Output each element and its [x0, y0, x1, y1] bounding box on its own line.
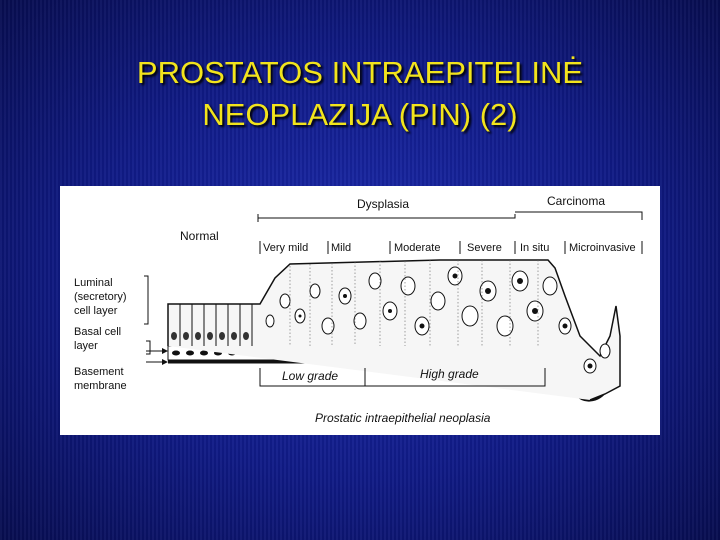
label-luminal-1: Luminal: [74, 277, 113, 289]
dysplasia-bracket: [258, 214, 515, 222]
stage-moderate: Moderate: [394, 242, 441, 254]
diagram-caption: Prostatic intraepithelial neoplasia: [315, 411, 491, 425]
stage-mild: Mild: [331, 242, 352, 254]
basal-arrowhead: [162, 348, 168, 354]
arrow-heads: [162, 348, 168, 365]
slide-title: [40, 52, 680, 136]
stage-very-mild: Very mild: [263, 242, 309, 254]
stage-in-situ: In situ: [520, 242, 550, 254]
label-normal: Normal: [180, 229, 219, 243]
label-luminal-2: (secretory): [74, 291, 127, 303]
pin-diagram: [60, 186, 660, 435]
basal-bracket: [146, 341, 150, 354]
stage-severe: Severe: [467, 242, 502, 254]
label-low-grade: Low grade: [282, 369, 339, 383]
label-basal-2: layer: [74, 340, 98, 352]
carcinoma-bracket: [515, 212, 642, 220]
label-carcinoma: Carcinoma: [547, 194, 606, 208]
side-pointers: [144, 276, 162, 362]
luminal-bracket: [144, 276, 148, 324]
epithelium: [168, 260, 620, 400]
label-basement-2: membrane: [74, 380, 127, 392]
title-line-2: NEOPLAZIJA (PIN) (2): [202, 97, 518, 132]
label-dysplasia: Dysplasia: [357, 197, 410, 211]
pin-diagram-svg: [60, 186, 660, 435]
label-luminal-3: cell layer: [74, 305, 118, 317]
basement-arrowhead: [162, 359, 168, 365]
label-basement-1: Basement: [74, 366, 124, 378]
side-labels: [74, 277, 127, 392]
label-basal-1: Basal cell: [74, 326, 122, 338]
stage-microinvasive: Microinvasive: [569, 242, 636, 254]
label-high-grade: High grade: [420, 367, 479, 381]
title-line-1: PROSTATOS INTRAEPITELINĖ: [136, 55, 584, 90]
